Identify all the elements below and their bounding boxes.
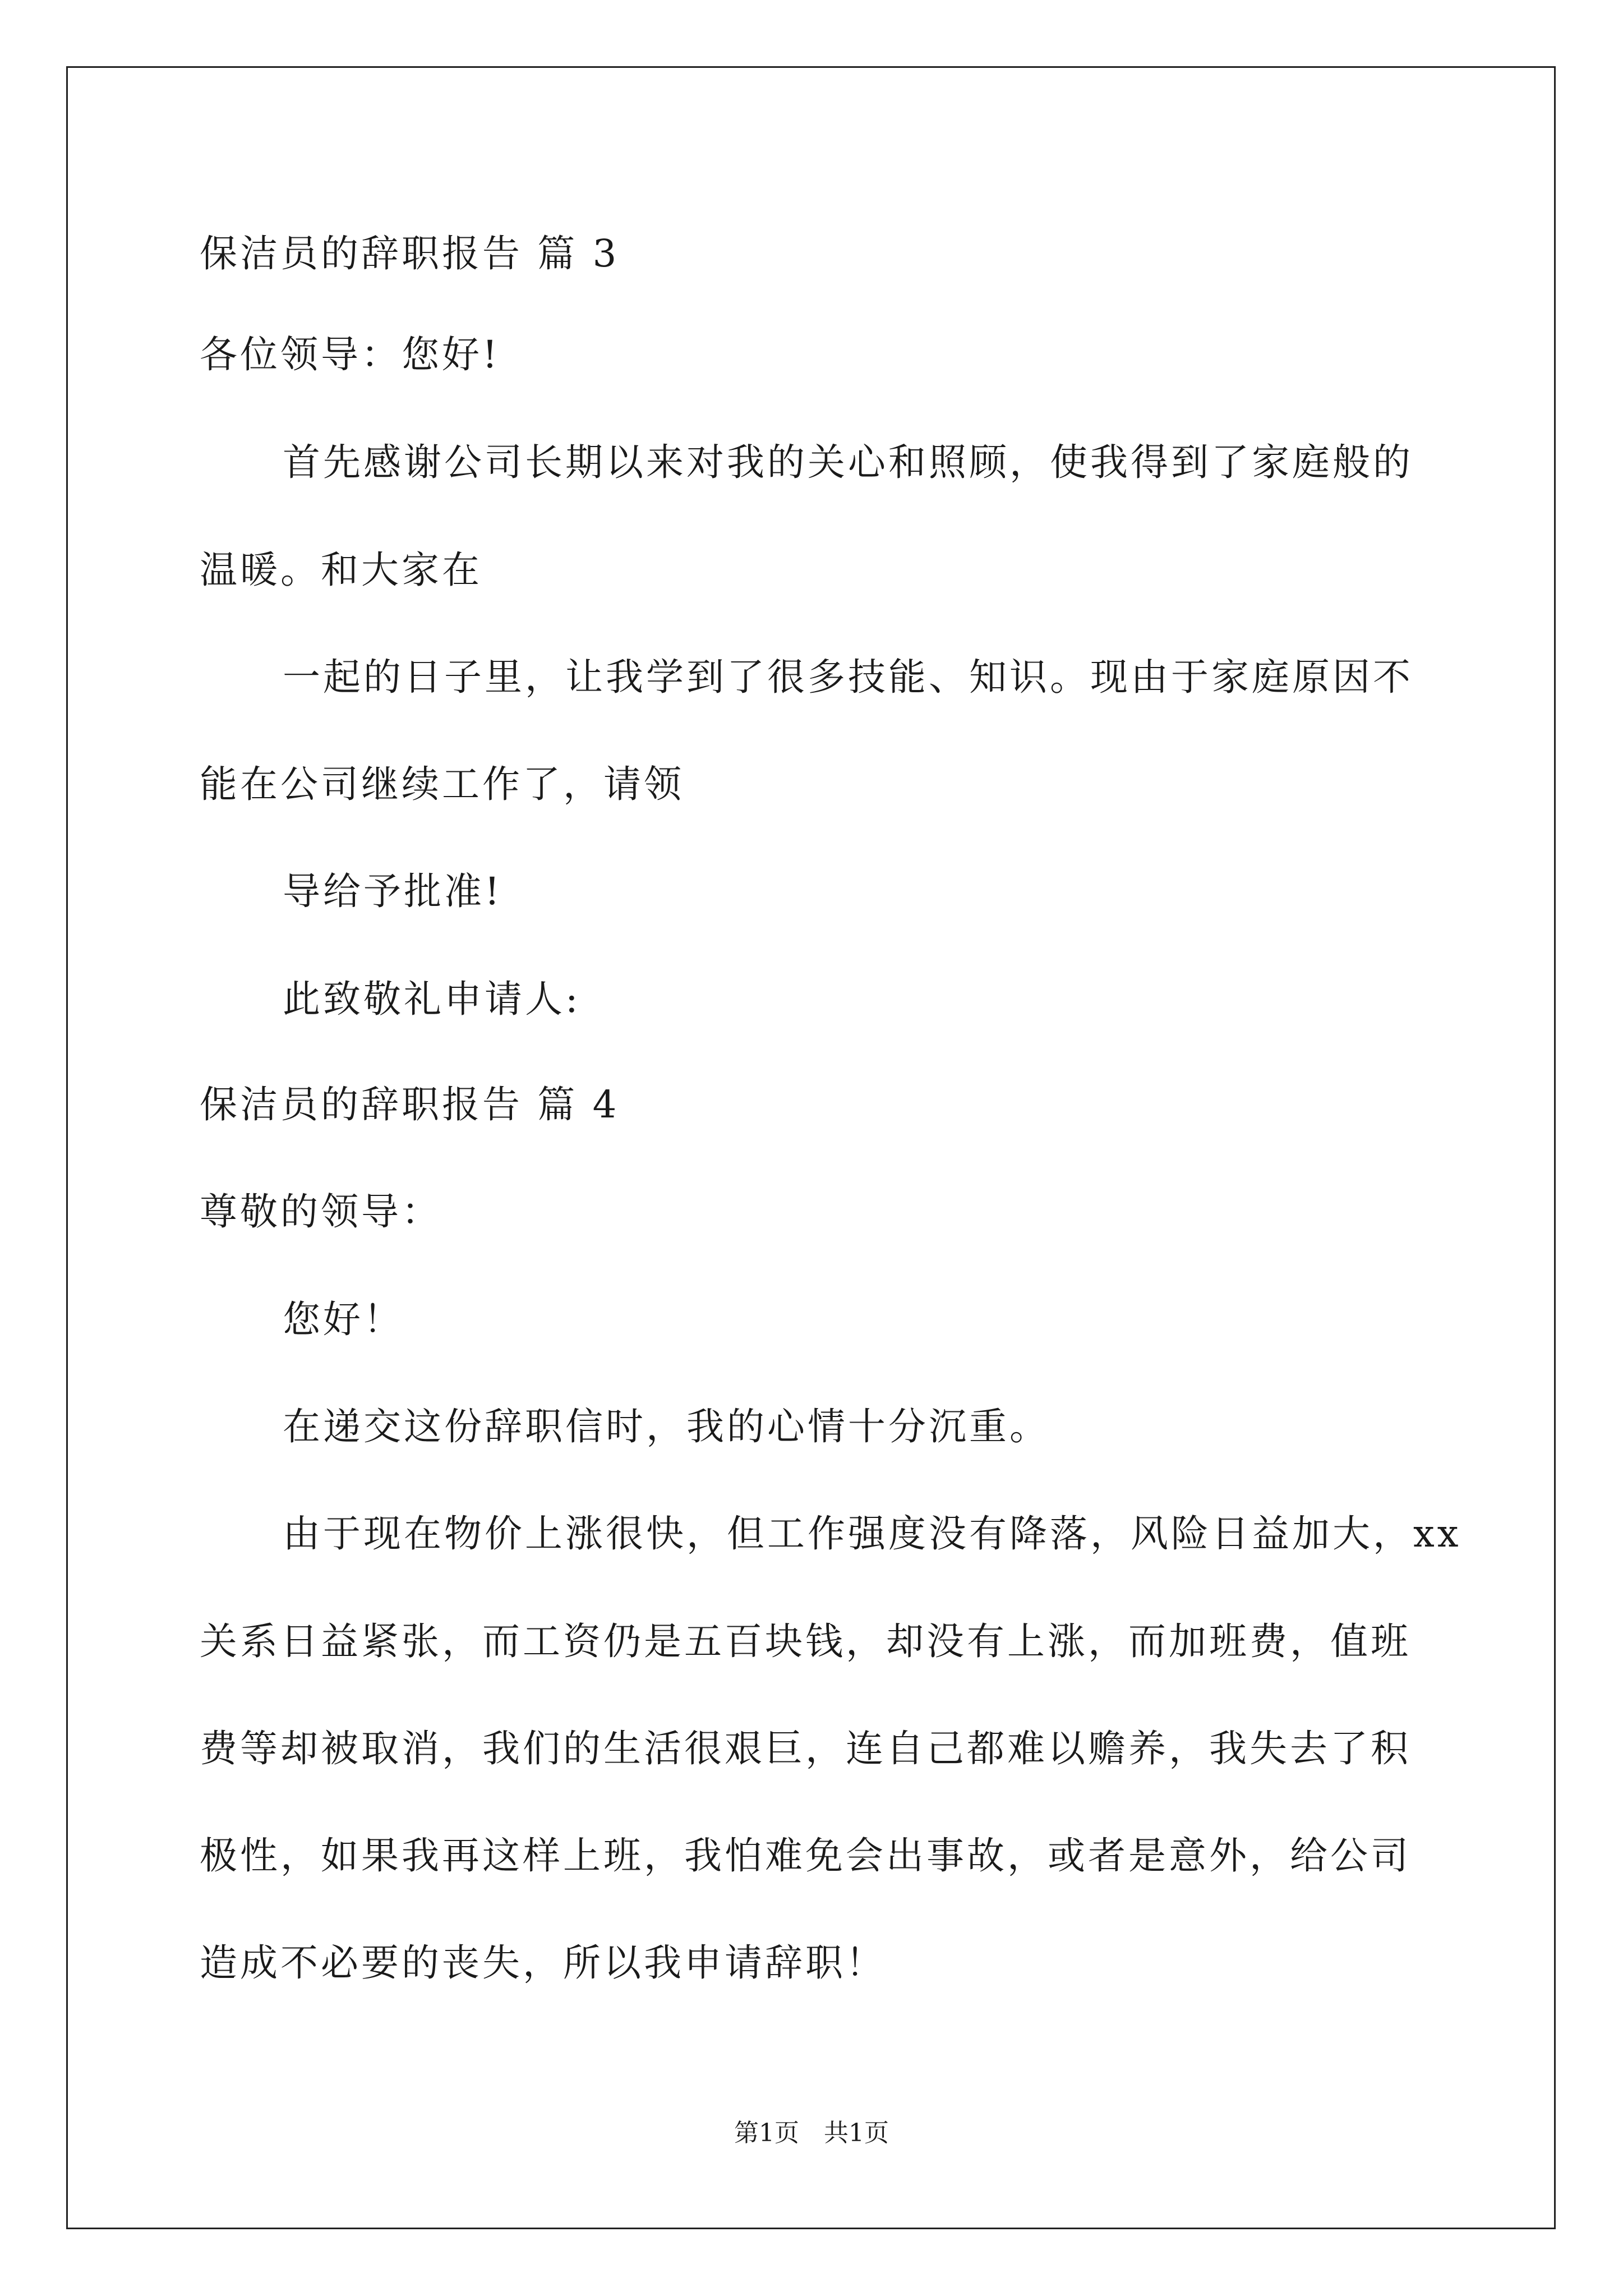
section-4-paragraph-2-line-3: 费等却被取消，我们的生活很艰巨，连自己都难以赡养，我失去了积 [200,1727,1411,1770]
section-3-paragraph-2-line-2: 能在公司继续工作了，请领 [200,762,684,806]
section-3-paragraph-3: 导给予批准! [283,869,502,913]
section-3-paragraph-1-line-2: 温暖。和大家在 [200,548,482,592]
page-footer: 第1页 共1页 [734,2119,889,2147]
section-3-closing: 此致敬礼申请人: [283,977,581,1021]
section-4-heading: 保洁员的辞职报告 篇 4 [200,1083,620,1126]
section-4-greeting: 您好！ [283,1297,404,1341]
section-4-salutation: 尊敬的领导： [200,1190,442,1234]
section-3-paragraph-1-line-1: 首先感谢公司长期以来对我的关心和照顾，使我得到了家庭般的 [283,440,1413,484]
section-3-heading: 保洁员的辞职报告 篇 3 [200,232,620,275]
section-4-paragraph-2-line-4: 极性，如果我再这样上班，我怕难免会出事故，或者是意外，给公司 [200,1834,1411,1878]
section-4-paragraph-2-line-1: 由于现在物价上涨很快，但工作强度没有降落，风险日益加大，xx [283,1512,1461,1556]
page-border [66,66,1556,2229]
section-4-paragraph-2-line-2: 关系日益紧张，而工资仍是五百块钱，却没有上涨，而加班费，值班 [200,1619,1411,1663]
section-4-paragraph-1: 在递交这份辞职信时，我的心情十分沉重。 [283,1405,1050,1448]
section-3-paragraph-2-line-1: 一起的日子里，让我学到了很多技能、知识。现由于家庭原因不 [283,655,1413,699]
section-3-salutation: 各位领导：您好! [200,333,500,376]
section-4-paragraph-2-line-5: 造成不必要的丧失，所以我申请辞职！ [200,1941,886,1985]
